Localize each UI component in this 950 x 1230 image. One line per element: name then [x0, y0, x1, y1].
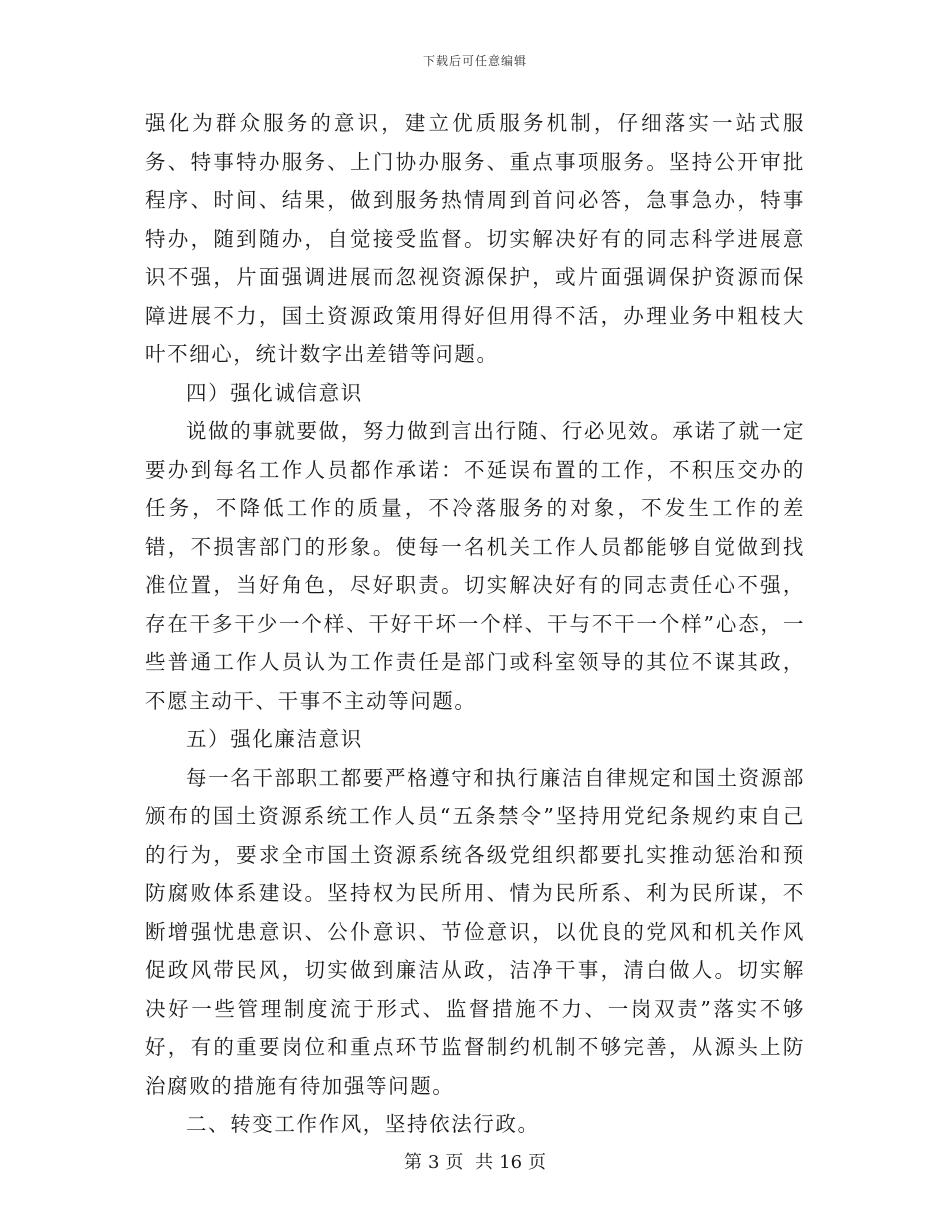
paragraph-service-awareness: 强化为群众服务的意识，建立优质服务机制，仔细落实一站式服务、特事特办服务、上门协办服务、重点事项服务。坚持公开审批程序、时间、结果，做到服务热情周到首问必答，急事急办，特事特办，随到随办，自觉接受监督。切实解决好有的同志科学进展意识不强，片面强调进展而忽视资源保护，或片面强调保护资源而保障进展不力，国土资源政策用得好但用得不活，办理业务中粗枝大叶不细心，统计数字出差错等问题。 — [145, 111, 805, 366]
section-heading-integrity: 四）强化诚信意识 — [186, 380, 363, 405]
footer-suffix: 页 — [528, 1152, 547, 1173]
paragraph-integrity: 说做的事就要做，努力做到言出行随、行必见效。承诺了就一定要办到每名工作人员都作承诺：不延误布置的工作，不积压交办的任务，不降低工作的质量，不冷落服务的对象，不发生工作的差错，不损害部门的形象。使每一名机关工作人员都能够自觉做到找准位置，当好角色，尽好职责。切实解决好有的同志责任心不强，存在干多干少一个样、干好干坏一个样、干与不干一个样”心态，一些普通工作人员认为工作责任是部门或科室领导的其位不谋其政，不愿主动干、干事不主动等问题。 — [145, 419, 805, 713]
footer-total-pages: 16 — [499, 1152, 523, 1173]
footer-prefix: 第 — [403, 1152, 422, 1173]
section-heading-honesty: 五）强化廉洁意识 — [186, 727, 363, 751]
page-header-note: 下载后可任意编辑 — [422, 54, 527, 68]
footer-middle: 页 共 — [445, 1152, 494, 1173]
page-number-footer — [0, 1148, 950, 1174]
footer-current-page: 3 — [427, 1152, 440, 1173]
paragraph-honesty: 每一名干部职工都要严格遵守和执行廉洁自律规定和国土资源部颁布的国土资源系统工作人员“五条禁令”坚持用党纪条规约束自己的行为，要求全市国土资源系统各级党组织都要扎实推动惩治和预防腐败体系建设。坚持权为民所用、情为民所系、利为民所谋，不断增强忧患意识、公仆意识、节俭意识，以优良的党风和机关作风促政风带民风，切实做到廉洁从政，洁净干事，清白做人。切实解决好一些管理制度流于形式、监督措施不力、一岗双责”落实不够好，有的重要岗位和重点环节监督制约机制不够完善，从源头上防治腐败的措施有待加强等问题。 — [145, 765, 805, 1098]
section-heading-work-style: 二、转变工作作风，坚持依法行政。 — [186, 1112, 540, 1136]
document-body — [145, 104, 805, 1144]
